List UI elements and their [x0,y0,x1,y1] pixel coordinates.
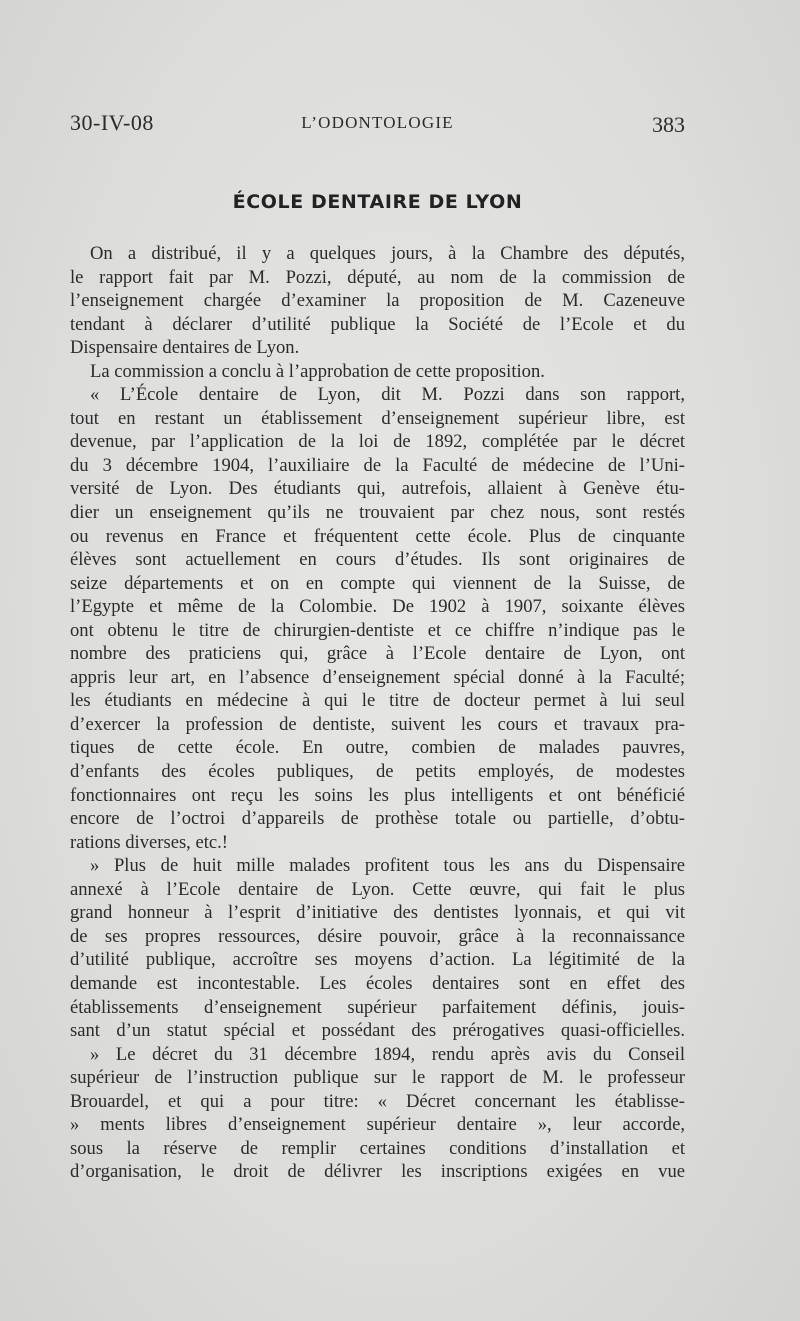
text-line: établissements d’enseignement supérieur parfaitement définis, jouis- [70,996,685,1018]
text-line: versité de Lyon. Des étudiants qui, autrefois, allaient à Genève étu- [70,478,685,500]
text-line: rations diverses, etc.! [70,831,228,853]
text-line: l’enseignement chargée d’examiner la proposition de M. Cazeneuve [70,290,685,312]
text-line: tendant à déclarer d’utilité publique la Société de l’Ecole et du [70,313,685,335]
text-line: fonctionnaires ont reçu les soins les plus intelligents et ont bénéficié [70,784,685,806]
text-line: annexé à l’Ecole dentaire de Lyon. Cette œuvre, qui fait le plus [70,878,685,900]
text-line: les étudiants en médecine à qui le titre de docteur permet à lui seul [70,690,685,712]
issue-date: 30-IV-08 [70,110,154,135]
text-line: Brouardel, et qui a pour titre: « Décret concernant les établisse- [70,1090,685,1112]
page-number: 383 [652,112,685,137]
text-line: supérieur de l’instruction publique sur le rapport de M. le professeur [70,1067,685,1089]
text-line: devenue, par l’application de la loi de 1892, complétée par le décret [70,431,685,453]
text-line: sant d’un statut spécial et possédant des prérogatives quasi-officielles. [70,1020,685,1042]
text-line: d’exercer la profession de dentiste, suivent les cours et travaux pra- [70,713,685,735]
text-line: appris leur art, en l’absence d’enseignement spécial donné à la Faculté; [70,666,685,688]
text-line: ont obtenu le titre de chirurgien-dentiste et ce chiffre n’indique pas le [70,619,685,641]
text-line: dier un enseignement qu’ils ne trouvaient par chez nous, sont restés [70,502,685,524]
text-line: l’Egypte et même de la Colombie. De 1902 à 1907, soixante élèves [70,596,685,618]
text-line: grand honneur à l’esprit d’initiative des dentistes lyonnais, et qui vit [70,902,685,924]
text-line: On a distribué, il y a quelques jours, à la Chambre des députés, [90,243,685,264]
text-line: » ments libres d’enseignement supérieur dentaire », leur accorde, [70,1114,685,1136]
text-line: La commission a conclu à l’approbation de cette proposition. [90,360,545,382]
text-line: sous la réserve de remplir certaines conditions d’installation et [70,1137,685,1159]
text-line: d’organisation, le droit de délivrer les inscriptions exigées en vue [70,1161,685,1183]
text-line: élèves sont actuellement en cours d’études. Ils sont originaires de [70,549,685,571]
text-line: le rapport fait par M. Pozzi, député, au nom de la commission de [70,266,685,288]
text-line: d’enfants des écoles publiques, de petits employés, de modestes [70,761,685,783]
running-head [70,110,685,140]
text-line: de ses propres ressources, désire pouvoir, grâce à la reconnaissance [70,925,685,947]
text-line: « L’École dentaire de Lyon, dit M. Pozzi dans son rapport, [90,384,685,406]
text-line: nombre des praticiens qui, grâce à l’Ecole dentaire de Lyon, ont [70,643,685,665]
text-line: » Plus de huit mille malades profitent tous les ans du Dispensaire [90,855,685,877]
text-line: » Le décret du 31 décembre 1894, rendu après avis du Conseil [90,1043,685,1065]
text-line: ou revenus en France et fréquentent cette école. Plus de cinquante [70,525,685,547]
text-line: Dispensaire dentaires de Lyon. [70,337,300,359]
article-title: ÉCOLE DENTAIRE DE LYON [232,191,523,213]
text-line: du 3 décembre 1904, l’auxiliaire de la Faculté de médecine de l’Uni- [70,454,685,476]
text-line: demande est incontestable. Les écoles dentaires sont en effet des [70,972,685,994]
text-line: encore de l’octroi d’appareils de prothèse totale ou partielle, d’obtu- [70,808,685,830]
journal-name: L’ODONTOLOGIE [301,113,454,132]
text-line: seize départements et on en compte qui viennent de la Suisse, de [70,572,685,594]
text-line: tiques de cette école. En outre, combien de malades pauvres, [70,737,685,759]
text-line: d’utilité publique, accroître ses moyens d’action. La légitimité de la [70,949,685,971]
article-body [70,242,685,1184]
text-line: tout en restant un établissement d’enseignement supérieur libre, est [70,407,685,429]
